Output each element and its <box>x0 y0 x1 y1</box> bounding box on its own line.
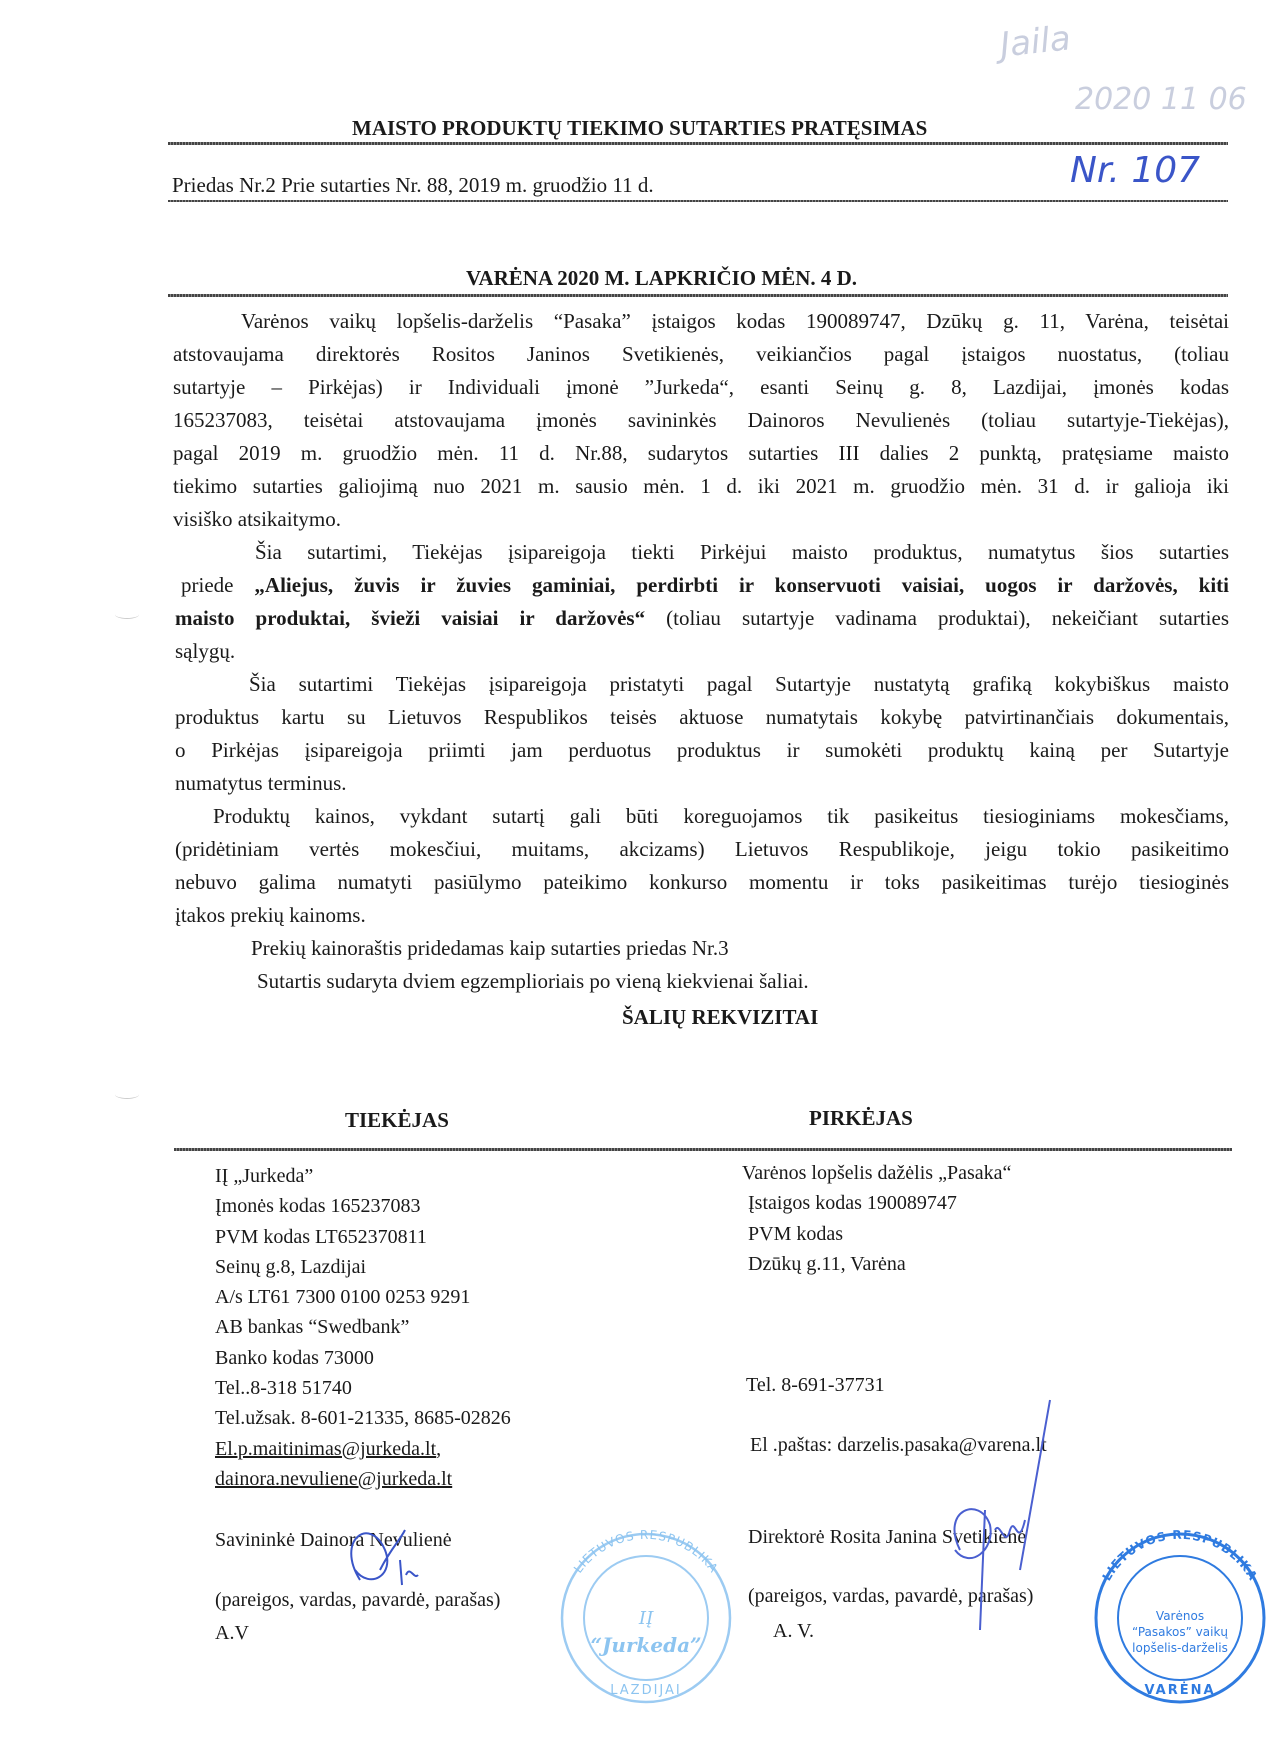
buyer-seal-mark: A. V. <box>773 1620 814 1642</box>
supplier-details <box>215 1161 511 1494</box>
paragraph-line <box>181 569 1229 602</box>
paragraph-line: atstovaujama direktorės Rositos Janinos Svetikienės, veikiančios pagal įstaigos nuostatus, (toliau <box>173 342 1229 366</box>
paragraph-line: pagal 2019 m. gruodžio mėn. 11 d. Nr.88, sudarytos sutarties III dalies 2 punktą, pratęsiame maisto <box>173 441 1229 465</box>
supplier-signer: Savininkė Dainora Nevulienė <box>215 1529 452 1551</box>
buyer-heading: PIRKĖJAS <box>809 1106 913 1130</box>
buyer-signature <box>940 1400 1080 1640</box>
paragraph-line: Sutartis sudaryta dviem egzemplioriais po vieną kiekvienai šaliai. <box>257 969 809 993</box>
supplier-account: A/s LT61 7300 0100 0253 9291 <box>215 1286 471 1309</box>
handwritten-note-name: Jaila <box>998 18 1073 66</box>
comma: , <box>436 1437 442 1460</box>
supplier-sign-caption: (pareigos, vardas, pavardė, parašas) <box>215 1589 501 1611</box>
supplier-email-link[interactable]: El.p.maitinimas@jurkeda.lt <box>215 1437 437 1460</box>
paragraph-line: Šia sutartimi, Tiekėjas įsipareigoja tiekti Pirkėjui maisto produktus, numatytus šios sutarties <box>255 540 1229 564</box>
supplier-signature <box>330 1520 450 1610</box>
bold-product-list: „Aliejus, žuvis ir žuvies gaminiai, perdirbti ir konservuoti vaisiai, uogos ir daržovės, kiti <box>254 573 1229 597</box>
paragraph-line: nebuvo galima numatyti pasiūlymo pateikimo konkurso momentu ir toks pasikeitimas turėjo tiesioginės <box>175 870 1229 894</box>
svg-text:LIETUVOS RESPUBLIKA <box>571 1528 721 1576</box>
supplier-address: Seinų g.8, Lazdijai <box>215 1255 367 1278</box>
paragraph-line: sutartyje – Pirkėjas) ir Individuali įmonė ”Jurkeda“, esanti Seinų g. 8, Lazdijai, įmonės kodas <box>173 375 1229 399</box>
paragraph-line: Produktų kainos, vykdant sutartį gali būti koreguojamos tik pasikeitus tiesioginiams mokesčiams, <box>213 804 1229 828</box>
supplier-name: IĮ „Jurkeda” <box>215 1165 314 1187</box>
supplier-vat-code: PVM kodas LT652370811 <box>215 1225 427 1248</box>
supplier-bank-code: Banko kodas 73000 <box>215 1346 374 1369</box>
bold-product-list: maisto produktai, švieži vaisiai ir daržovės“ <box>175 606 646 630</box>
paragraph-line: produktus kartu su Lietuvos Respublikos teisės aktuose numatytais kokybę patvirtinančiais dokumentais, <box>175 705 1229 729</box>
buyer-sign-caption: (pareigos, vardas, pavardė, parašas) <box>748 1585 1034 1607</box>
paragraph-line: (pridėtiniam vertės mokesčiui, muitams, akcizams) Lietuvos Respublikoje, jeigu tokio pasikeitimo <box>175 837 1229 861</box>
supplier-stamp <box>558 1527 734 1706</box>
supplier-seal-mark: A.V <box>215 1622 249 1644</box>
buyer-vat-code: PVM kodas <box>748 1222 844 1245</box>
stamp-center-line: lopšelis-darželis <box>1132 1641 1228 1655</box>
buyer-stamp <box>1092 1527 1268 1706</box>
paragraph-line: Varėnos vaikų lopšelis-darželis “Pasaka” įstaigos kodas 190089747, Dzūkų g. 11, Varėna, teisėtai <box>241 309 1229 333</box>
paragraph-line <box>175 602 1229 635</box>
buyer-signer: Direktorė Rosita Janina Svetikienė <box>748 1526 1027 1548</box>
supplier-phone: Tel..8-318 51740 <box>215 1377 352 1400</box>
buyer-institution-code: Įstaigos kodas 190089747 <box>748 1192 957 1215</box>
handwritten-note-date: 2020 11 06 <box>1075 82 1247 117</box>
paragraph-line: įtakos prekių kainoms. <box>175 903 366 927</box>
divider <box>168 200 1228 202</box>
stamp-center-line: Varėnos <box>1155 1609 1205 1623</box>
buyer-phone: Tel. 8-691-37731 <box>746 1374 885 1396</box>
buyer-name: Varėnos lopšelis dažėlis „Pasaka“ <box>742 1162 1012 1184</box>
supplier-bank: AB bankas “Swedbank” <box>215 1316 410 1339</box>
stamp-ring-text: LIETUVOS RESPUBLIKA <box>1099 1527 1261 1584</box>
place-date-heading: VARĖNA 2020 M. LAPKRIČIO MĖN. 4 D. <box>466 266 858 290</box>
supplier-email-link[interactable]: dainora.nevuliene@jurkeda.lt <box>215 1467 453 1490</box>
paragraph-line: tiekimo sutarties galiojimą nuo 2021 m. sausio mėn. 1 d. iki 2021 m. gruodžio mėn. 31 d. ir galioja iki <box>173 474 1229 498</box>
stamp-center-line: “Pasakos” vaikų <box>1132 1625 1228 1639</box>
supplier-heading: TIEKĖJAS <box>345 1108 449 1132</box>
paragraph-line: 165237083, teisėtai atstovaujama įmonės savininkės Dainoros Nevulienės (toliau sutartyje-Tiekėjas), <box>173 408 1229 432</box>
requisites-heading: ŠALIŲ REKVIZITAI <box>622 1005 819 1029</box>
handwritten-contract-number: Nr. 107 <box>1070 150 1201 191</box>
buyer-email: El .paštas: darzelis.pasaka@varena.lt <box>750 1434 1047 1456</box>
stamp-bottom-text: LAZDIJAI <box>610 1683 682 1698</box>
annex-reference: Priedas Nr.2 Prie sutarties Nr. 88, 2019 m. gruodžio 11 d. <box>172 173 654 197</box>
text: priede <box>181 573 255 597</box>
paragraph-line: o Pirkėjas įsipareigoja priimti jam perduotus produktus ir sumokėti produktų kainą per Sutartyje <box>175 738 1229 762</box>
divider <box>168 294 1228 297</box>
paragraph-line: Prekių kainoraštis pridedamas kaip sutarties priedas Nr.3 <box>251 936 729 960</box>
buyer-address: Dzūkų g.11, Varėna <box>748 1252 906 1275</box>
text: (toliau sutartyje vadinama produktai), nekeičiant sutarties <box>645 606 1229 630</box>
punch-hole-mark <box>115 1090 139 1099</box>
buyer-details <box>742 1158 1011 1279</box>
stamp-bottom-text: VARĖNA <box>1144 1683 1216 1698</box>
paragraph-line: numatytus terminus. <box>175 771 347 795</box>
stamp-center-top: IĮ <box>638 1608 654 1629</box>
paragraph-line: Šia sutartimi Tiekėjas įsipareigoja pristatyti pagal Sutartyje nustatytą grafiką kokybiškus maisto <box>249 672 1229 696</box>
paragraph-line: sąlygų. <box>175 639 236 663</box>
supplier-order-phone: Tel.užsak. 8-601-21335, 8685-02826 <box>215 1407 511 1430</box>
divider <box>174 1148 1232 1151</box>
paragraph-line: visiško atsikaitymo. <box>173 507 341 531</box>
supplier-company-code: Įmonės kodas 165237083 <box>215 1195 421 1218</box>
stamp-center-text: “Jurkeda” <box>590 1633 702 1657</box>
punch-hole-mark <box>115 610 139 619</box>
document-title: MAISTO PRODUKTŲ TIEKIMO SUTARTIES PRATĘSIMAS <box>352 116 928 140</box>
divider <box>168 142 1228 145</box>
stamp-ring-text: LIETUVOS RESPUBLIKA <box>570 1527 722 1576</box>
